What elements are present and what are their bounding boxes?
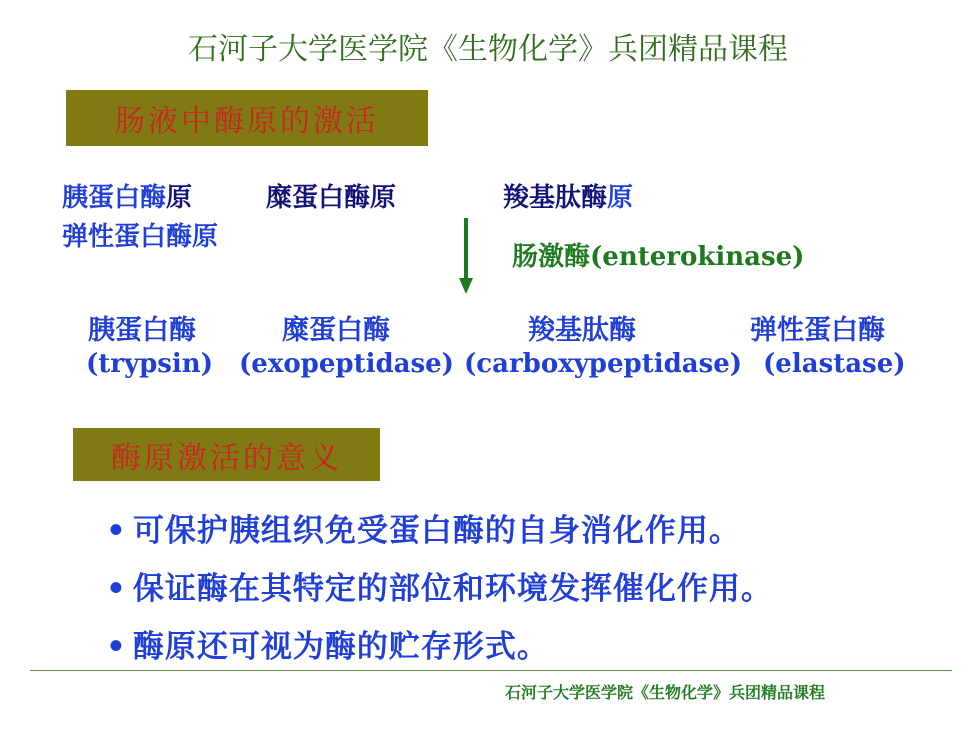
enzyme-carboxypeptidase-en: (carboxypeptidase) [464, 349, 743, 379]
zymogen-trypsinogen [62, 177, 192, 214]
zymogen-name: 胰蛋白酶 [62, 183, 167, 213]
down-arrow-icon [459, 278, 473, 294]
list-item [106, 563, 773, 608]
list-item-text: 保证酶在其特定的部位和环境发挥催化作用。 [132, 571, 773, 607]
zymogen-chymotrypsinogen [266, 177, 396, 214]
zymogen-suffix: 原 [370, 183, 397, 213]
zymogen-suffix: 原 [166, 183, 193, 213]
section-title-significance: 酶原激活的意义 [73, 428, 380, 481]
zymogen-name: 糜蛋白酶 [266, 183, 371, 213]
enzyme-trypsin-en: (trypsin) [86, 349, 214, 379]
enzyme-chymotrypsin-cn: 糜蛋白酶 [282, 315, 390, 346]
enterokinase-label: 肠激酶(enterokinase) [512, 242, 805, 272]
bullet-icon: • [106, 571, 127, 607]
enzyme-elastase-en: (elastase) [763, 349, 906, 379]
list-item-text: 酶原还可视为酶的贮存形式。 [132, 629, 549, 665]
zymogen-procarboxypeptidase [503, 177, 633, 214]
enzyme-trypsin-cn: 胰蛋白酶 [88, 315, 196, 346]
footer-divider [30, 670, 952, 671]
zymogen-proelastase [62, 216, 218, 253]
zymogen-name: 羧基肽酶 [503, 183, 608, 213]
zymogen-suffix: 原 [192, 222, 219, 252]
bullet-icon: • [106, 513, 127, 549]
list-item [106, 621, 549, 666]
enzyme-elastase-cn: 弹性蛋白酶 [750, 315, 885, 346]
page-title: 石河子大学医学院《生物化学》兵团精品课程 [188, 32, 788, 67]
enzyme-exopeptidase-en: (exopeptidase) [239, 349, 454, 379]
list-item-text: 可保护胰组织免受蛋白酶的自身消化作用。 [132, 513, 741, 549]
footer-text: 石河子大学医学院《生物化学》兵团精品课程 [505, 683, 826, 702]
zymogen-suffix: 原 [607, 183, 634, 213]
list-item [106, 505, 741, 550]
activation-arrow-shaft [464, 218, 468, 280]
section-title-activation: 肠液中酶原的激活 [66, 90, 428, 146]
zymogen-name: 弹性蛋白酶 [62, 222, 193, 252]
enzyme-carboxypeptidase-cn: 羧基肽酶 [528, 315, 636, 346]
bullet-icon: • [106, 629, 127, 665]
